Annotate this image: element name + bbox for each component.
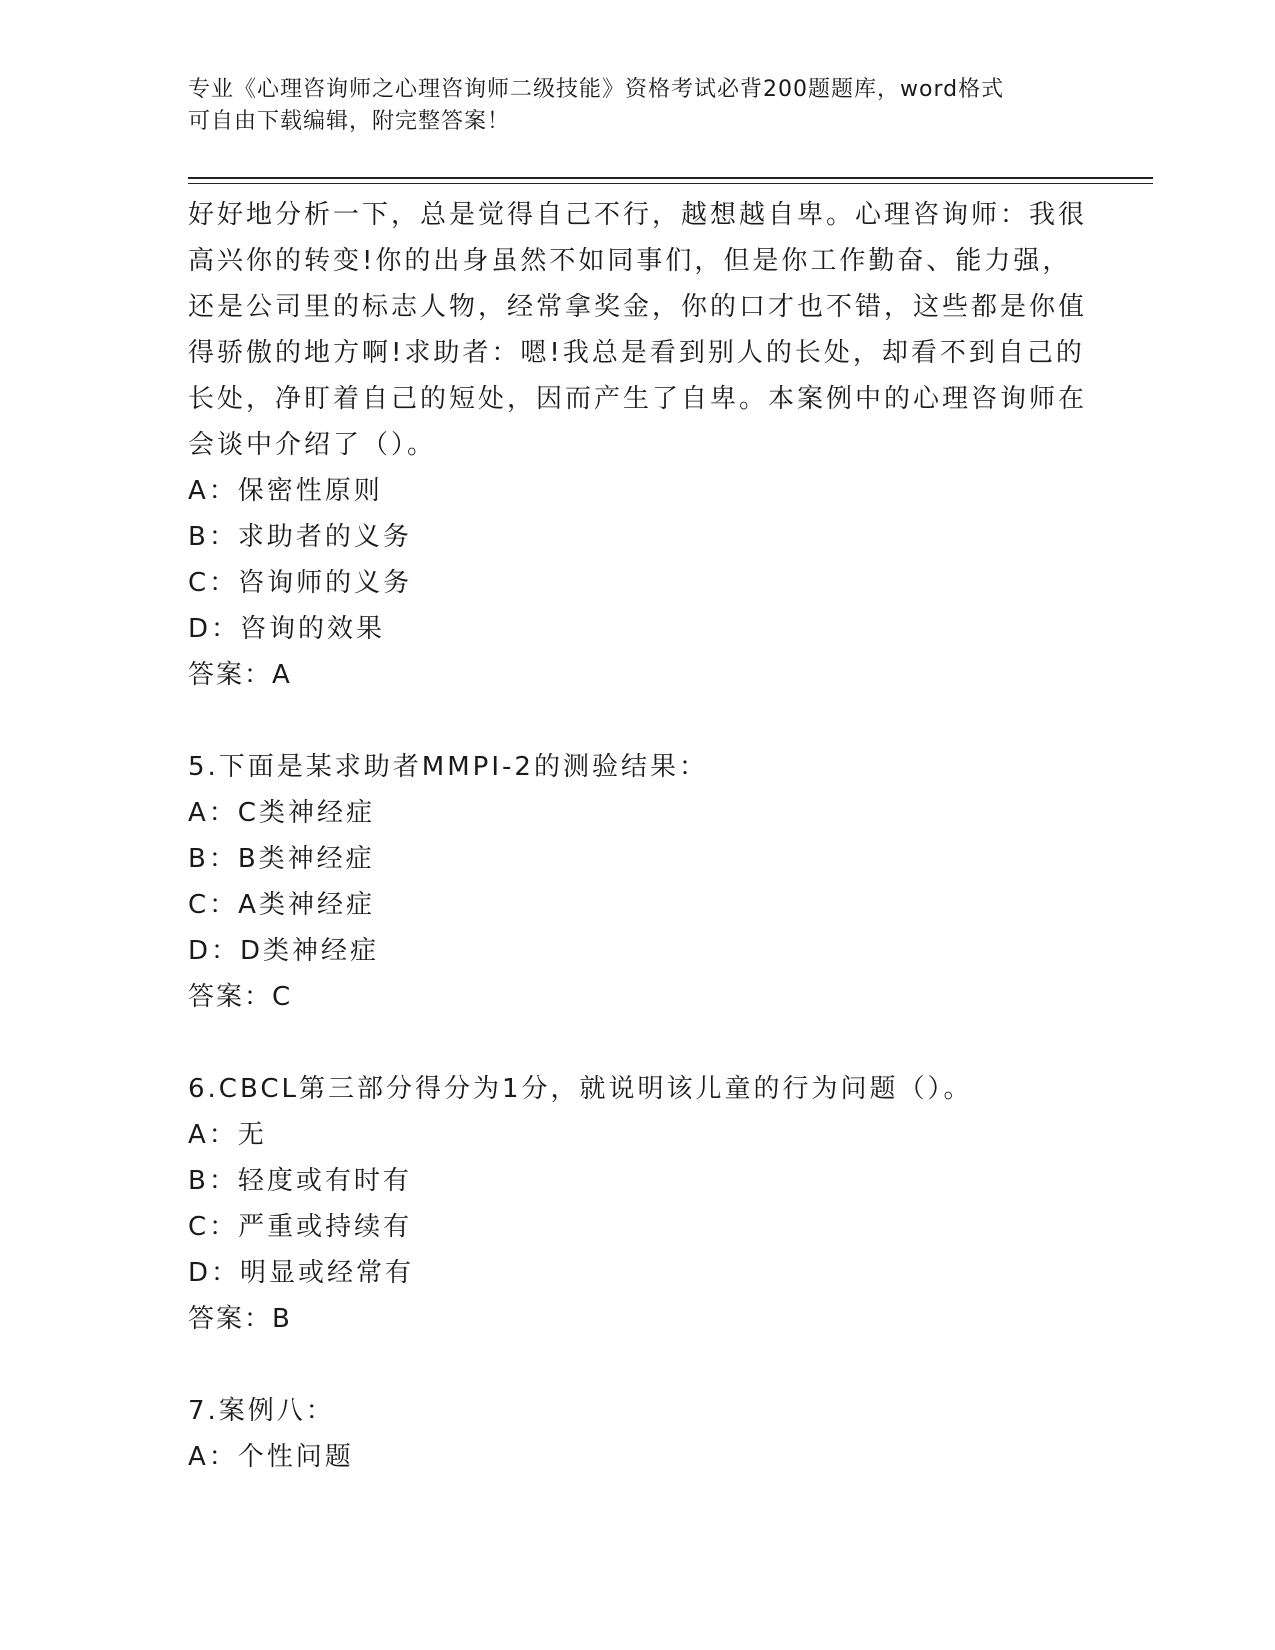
q5-option-b: B：B类神经症	[188, 844, 375, 874]
q6-answer: 答案：B	[188, 1304, 292, 1334]
q5-answer: 答案：C	[188, 982, 293, 1012]
document-body	[188, 192, 1088, 1480]
spacer	[188, 1342, 1088, 1388]
document-header	[188, 74, 1068, 138]
q4-answer: 答案：A	[188, 660, 292, 690]
spacer	[188, 1020, 1088, 1066]
q6-option-d: D：明显或经常有	[188, 1258, 415, 1288]
q4-option-c: C：咨询师的义务	[188, 568, 413, 598]
q5-option-a: A：C类神经症	[188, 798, 375, 828]
q4-option-d: D：咨询的效果	[188, 614, 386, 644]
q4-option-b: B：求助者的义务	[188, 522, 412, 552]
q7-option-a: A：个性问题	[188, 1442, 354, 1472]
question-6: 6.CBCL第三部分得分为1分，就说明该儿童的行为问题（）。	[188, 1074, 973, 1104]
q6-option-c: C：严重或持续有	[188, 1212, 413, 1242]
question-4-text: 好好地分析一下，总是觉得自己不行，越想越自卑。心理咨询师：我很高兴你的转变!你的出身虽然不如同事们，但是你工作勤奋、能力强，还是公司里的标志人物，经常拿奖金，你的口才也不错，这些都是你值得骄傲的地方啊!求助者：嗯!我总是看到别人的长处，却看不到自己的长处，净盯着自己的短处，因而产生了自卑。本案例中的心理咨询师在会谈中介绍了（）。	[188, 200, 1088, 460]
question-7: 7.案例八：	[188, 1396, 335, 1426]
header-rule-thin	[188, 183, 1153, 184]
spacer	[188, 698, 1088, 744]
question-5: 5.下面是某求助者MMPI-2的测验结果：	[188, 752, 708, 782]
q5-option-d: D：D类神经症	[188, 936, 380, 966]
header-line-2: 可自由下载编辑，附完整答案！	[188, 109, 511, 134]
q6-option-b: B：轻度或有时有	[188, 1166, 412, 1196]
q4-option-a: A：保密性原则	[188, 476, 383, 506]
header-rule-thick	[188, 177, 1153, 179]
header-line-1: 专业《心理咨询师之心理咨询师二级技能》资格考试必背200题题库，word格式	[188, 77, 1005, 102]
q5-option-c: C：A类神经症	[188, 890, 375, 920]
q6-option-a: A：无	[188, 1120, 267, 1150]
